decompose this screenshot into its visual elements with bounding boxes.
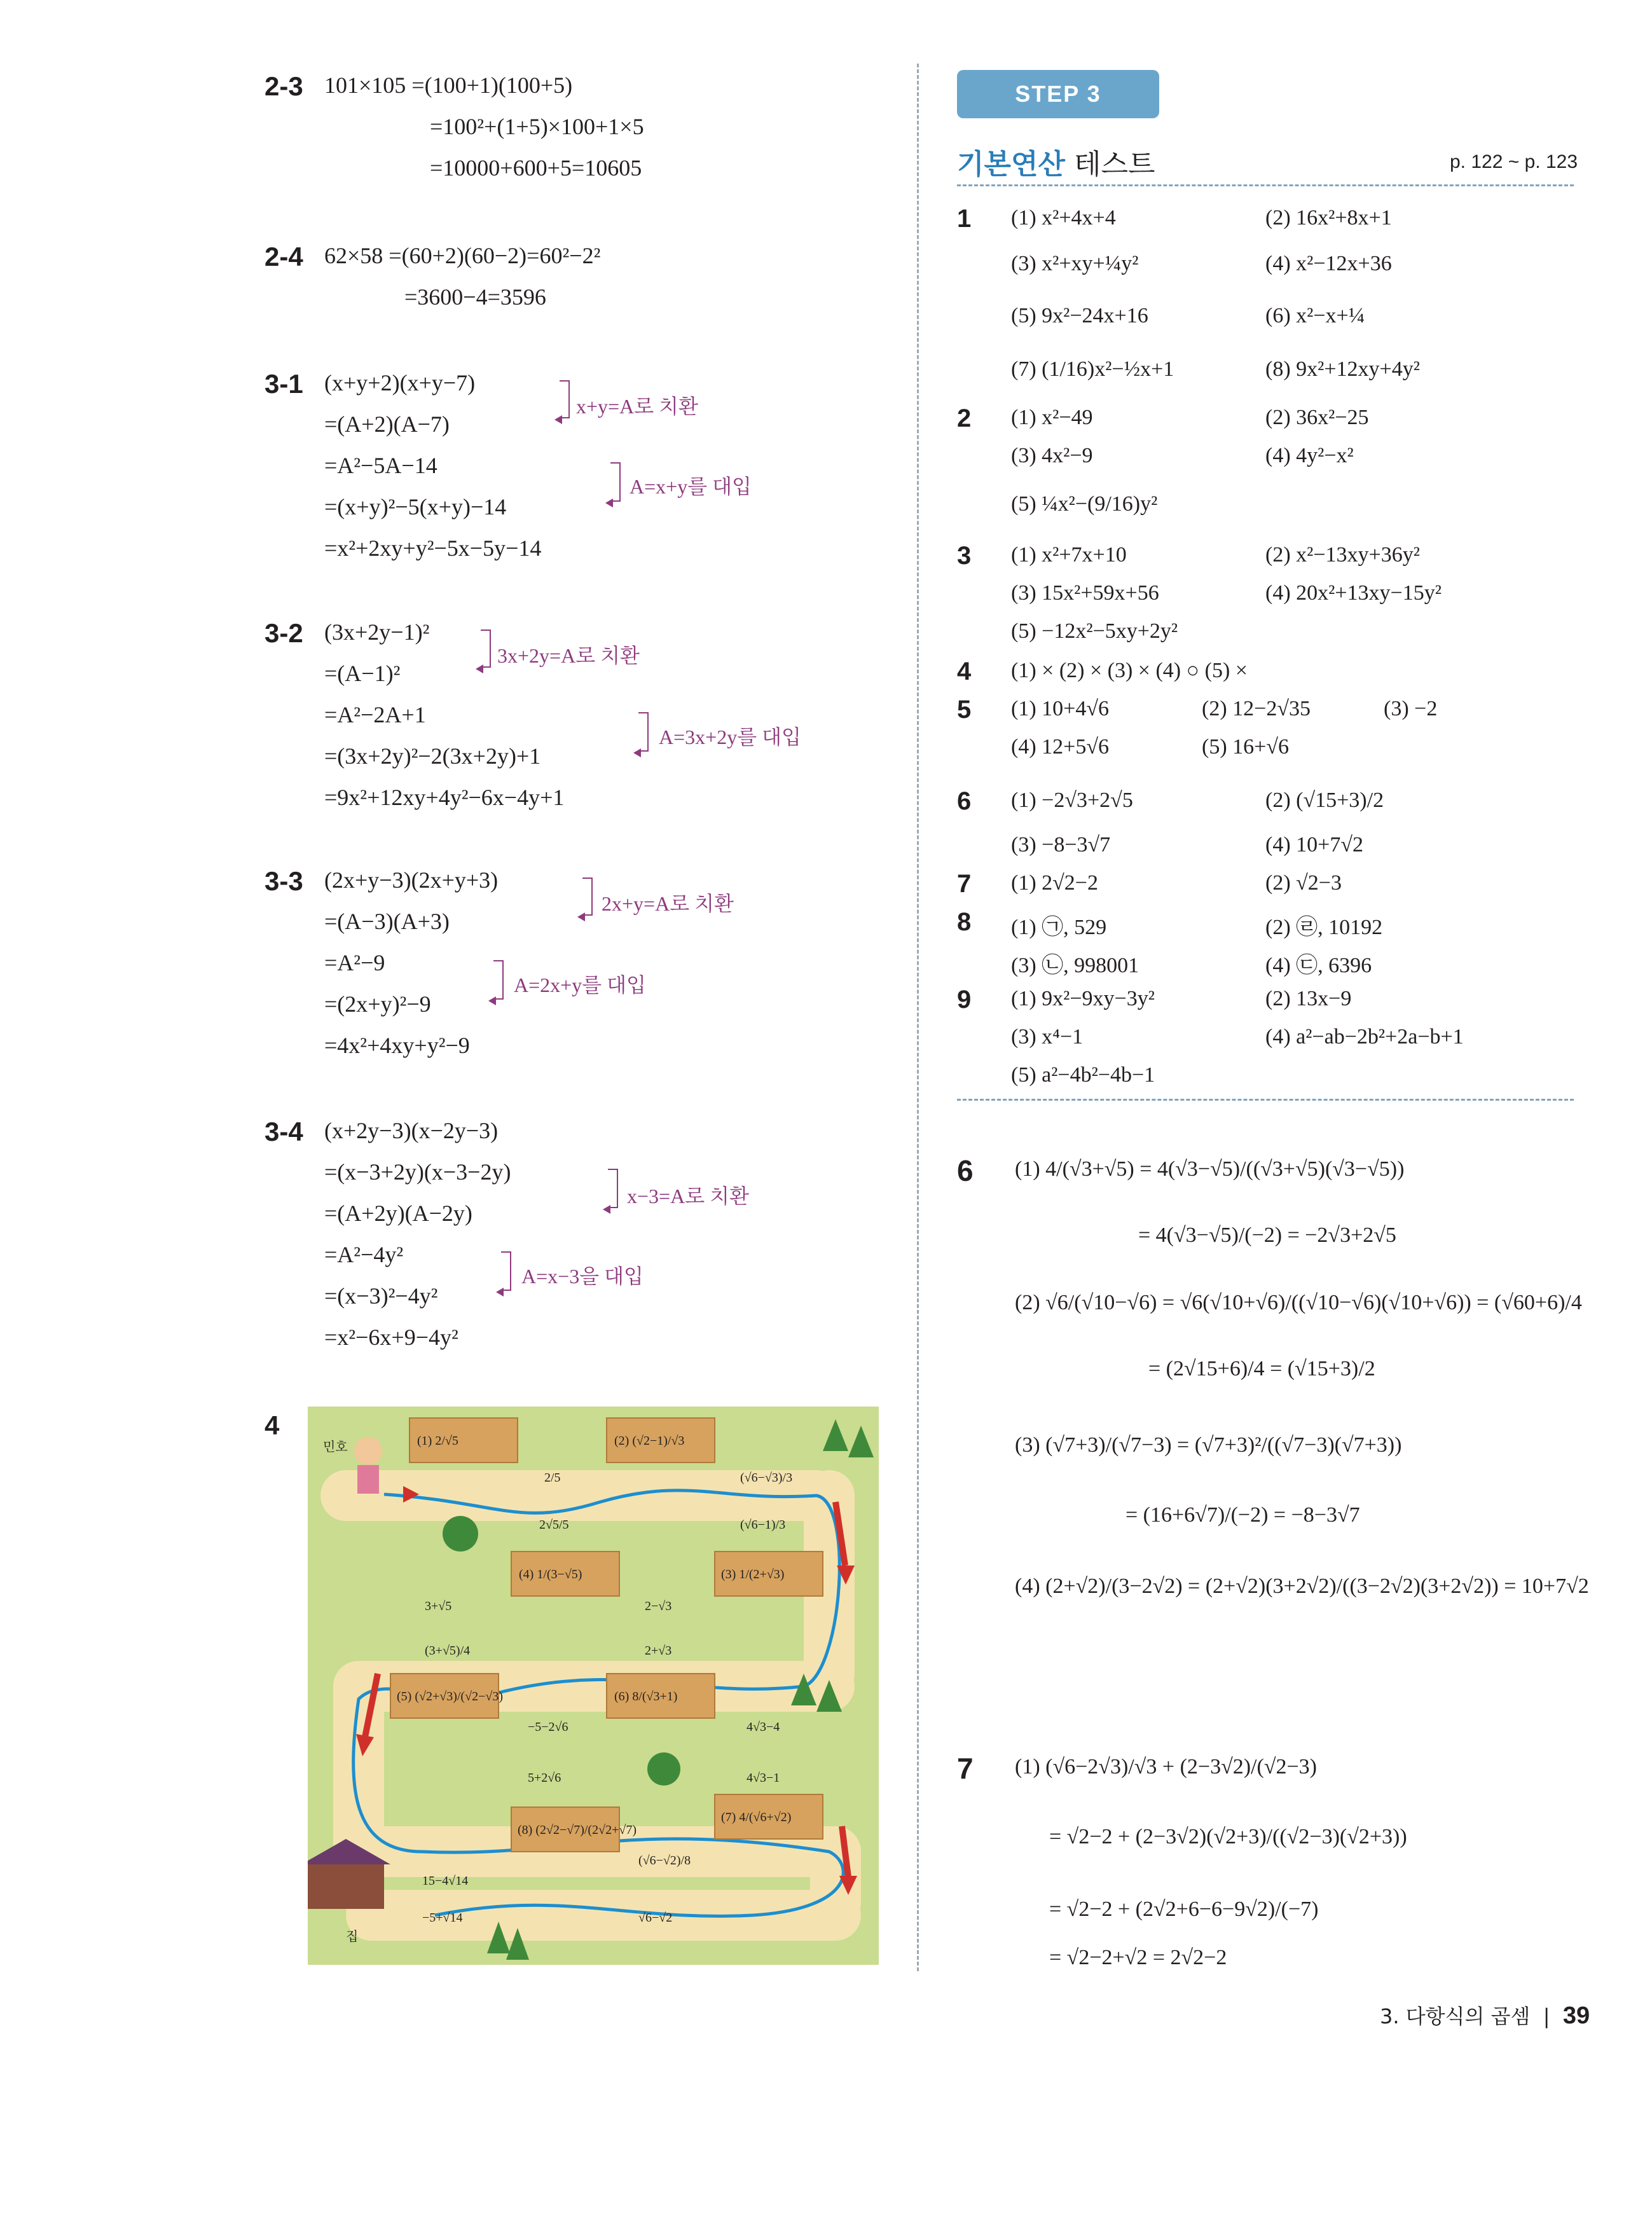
q5-item-4: (4) 12+5√6 <box>1011 735 1109 759</box>
q3-item-4: (4) 20x²+13xy−15y² <box>1265 581 1442 605</box>
q6-item-3: (3) −8−3√7 <box>1011 833 1111 857</box>
q2-item-1: (1) x²−49 <box>1011 406 1093 429</box>
solution-number-6: 6 <box>957 1154 974 1187</box>
map-sign-5: 3+√5 <box>425 1599 452 1613</box>
map-board-4: (4) 1/(3−√5) <box>519 1567 582 1581</box>
map-sign-7: 2−√3 <box>645 1599 672 1613</box>
sol7-line-4: = √2−2+√2 = 2√2−2 <box>1049 1946 1227 1969</box>
p33-arrow-2 <box>488 996 496 1005</box>
sol6-line-4: = (2√15+6)/4 = (√15+3)/2 <box>1148 1357 1375 1380</box>
p31-line-1: (x+y+2)(x+y−7) <box>324 370 476 396</box>
p23-line-1: 101×105 =(100+1)(100+5) <box>324 72 573 98</box>
sol7-line-2: = √2−2 + (2−3√2)(√2+3)/((√2−3)(√2+3)) <box>1049 1825 1407 1848</box>
map-sign-14: −5+√14 <box>422 1911 463 1925</box>
q5-item-5: (5) 16+√6 <box>1202 735 1289 759</box>
p31-note-2: A=x+y를 대입 <box>630 475 752 498</box>
p33-note-1: 2x+y=A로 치환 <box>602 892 734 915</box>
q5-item-3: (3) −2 <box>1384 697 1438 720</box>
p33-arrow-1 <box>577 912 585 921</box>
p32-note-1: 3x+2y=A로 치환 <box>497 644 640 667</box>
q8-item-1: (1) ㉠, 529 <box>1011 916 1107 939</box>
p33-line-4: =(2x+y)²−9 <box>324 991 431 1017</box>
sol6-line-5: (3) (√7+3)/(√7−3) = (√7+3)²/((√7−3)(√7+3)) <box>1015 1433 1402 1457</box>
p34-line-1: (x+2y−3)(x−2y−3) <box>324 1118 499 1143</box>
answer-number-1: 1 <box>957 205 972 233</box>
map-board-3: (3) 1/(2+√3) <box>721 1567 785 1581</box>
map-board-6: (6) 8/(√3+1) <box>614 1690 678 1703</box>
map-home-label: 집 <box>346 1929 359 1944</box>
answer-number-4: 4 <box>957 657 972 685</box>
q3-item-1: (1) x²+7x+10 <box>1011 543 1127 567</box>
q5-item-1: (1) 10+4√6 <box>1011 697 1109 720</box>
p34-arrow-1 <box>603 1205 610 1214</box>
map-board-7: (7) 4/(√6+√2) <box>721 1810 792 1824</box>
q1-item-4: (4) x²−12x+36 <box>1265 252 1392 275</box>
q1-item-8: (8) 9x²+12xy+4y² <box>1265 357 1420 381</box>
problem-label-3-2: 3-2 <box>265 618 303 648</box>
q8-item-3: (3) ㉡, 998001 <box>1011 954 1139 977</box>
q3-item-3: (3) 15x²+59x+56 <box>1011 581 1159 605</box>
p33-bracket-2 <box>493 960 504 1000</box>
p34-bracket-2 <box>501 1251 511 1291</box>
q1-item-6: (6) x²−x+¼ <box>1265 304 1365 327</box>
title-test: 테스트 <box>1065 148 1155 181</box>
q6-item-2: (2) (√15+3)/2 <box>1265 788 1384 812</box>
problem-label-3-3: 3-3 <box>265 866 303 896</box>
sol6-line-1: (1) 4/(√3+√5) = 4(√3−√5)/((√3+√5)(√3−√5)) <box>1015 1157 1405 1181</box>
title-underline <box>957 184 1574 186</box>
p31-line-5: =x²+2xy+y²−5x−5y−14 <box>324 535 542 561</box>
q5-item-2: (2) 12−2√35 <box>1202 697 1311 720</box>
q2-item-2: (2) 36x²−25 <box>1265 406 1369 429</box>
map-sign-2: 2√5/5 <box>539 1518 569 1532</box>
map-sign-16: √6−√2 <box>638 1911 673 1925</box>
section-title <box>957 141 1155 182</box>
sol6-line-6: = (16+6√7)/(−2) = −8−3√7 <box>1125 1503 1360 1527</box>
page-range: p. 122 ~ p. 123 <box>1450 151 1578 172</box>
map-sign-4: (√6−1)/3 <box>740 1518 786 1532</box>
problem-label-4: 4 <box>265 1410 280 1440</box>
solution-number-7: 7 <box>957 1752 974 1785</box>
p31-bracket-2 <box>610 462 621 502</box>
p34-note-1: x−3=A로 치환 <box>627 1185 749 1208</box>
q7-item-2: (2) √2−3 <box>1265 871 1342 895</box>
p34-note-2: A=x−3을 대입 <box>521 1265 644 1288</box>
q1-item-3: (3) x²+xy+¼y² <box>1011 252 1139 275</box>
q1-item-7: (7) (1/16)x²−½x+1 <box>1011 357 1174 381</box>
p32-bracket-2 <box>638 712 649 752</box>
q6-item-4: (4) 10+7√2 <box>1265 833 1363 857</box>
q6-item-1: (1) −2√3+2√5 <box>1011 788 1133 812</box>
p31-note-1: x+y=A로 치환 <box>576 395 698 418</box>
answer-number-9: 9 <box>957 986 972 1014</box>
p34-arrow-2 <box>496 1288 504 1297</box>
q8-item-4: (4) ㉢, 6396 <box>1265 954 1372 977</box>
q2-item-3: (3) 4x²−9 <box>1011 444 1093 467</box>
q7-item-1: (1) 2√2−2 <box>1011 871 1098 895</box>
map-sign-10: 5+2√6 <box>528 1771 561 1785</box>
maze-map-illustration <box>308 1407 879 1965</box>
problem-label-2-4: 2-4 <box>265 242 303 272</box>
q9-item-2: (2) 13x−9 <box>1265 987 1352 1010</box>
map-board-8: (8) (2√2−√7)/(2√2+√7) <box>518 1823 637 1837</box>
p33-line-3: =A²−9 <box>324 950 385 975</box>
p23-line-2: =100²+(1+5)×100+1×5 <box>430 114 644 139</box>
map-board-2: (2) (√2−1)/√3 <box>614 1434 685 1448</box>
map-sign-1: 2/5 <box>544 1471 561 1485</box>
p32-line-3: =A²−2A+1 <box>324 702 426 727</box>
q9-item-1: (1) 9x²−9xy−3y² <box>1011 987 1155 1010</box>
map-board-5: (5) (√2+√3)/(√2−√3) <box>397 1690 503 1703</box>
page-number: 39 <box>1562 2002 1590 2029</box>
p32-line-4: =(3x+2y)²−2(3x+2y)+1 <box>324 743 541 769</box>
sol6-line-7: (4) (2+√2)/(3−2√2) = (2+√2)(3+2√2)/((3−2√2)(3+2√2)) = 10+7√2 <box>1015 1574 1589 1598</box>
p32-bracket-1 <box>481 630 491 668</box>
p34-line-3: =(A+2y)(A−2y) <box>324 1201 472 1226</box>
map-sign-3: (√6−√3)/3 <box>740 1471 793 1485</box>
q1-item-1: (1) x²+4x+4 <box>1011 206 1116 230</box>
map-sign-15: (√6−√2)/8 <box>638 1854 691 1868</box>
q9-item-4: (4) a²−ab−2b²+2a−b+1 <box>1265 1025 1464 1049</box>
p31-arrow-1 <box>554 415 562 424</box>
map-sign-9: −5−2√6 <box>528 1720 568 1734</box>
p24-line-2: =3600−4=3596 <box>404 284 546 310</box>
p34-line-2: =(x−3+2y)(x−3−2y) <box>324 1159 511 1185</box>
p34-line-6: =x²−6x+9−4y² <box>324 1325 458 1350</box>
column-divider <box>917 64 919 1971</box>
q3-item-5: (5) −12x²−5xy+2y² <box>1011 619 1178 643</box>
answers-bottom-rule <box>957 1099 1574 1101</box>
p33-line-2: =(A−3)(A+3) <box>324 909 450 934</box>
p31-line-4: =(x+y)²−5(x+y)−14 <box>324 494 507 520</box>
sol7-line-3: = √2−2 + (2√2+6−6−9√2)/(−7) <box>1049 1897 1319 1921</box>
answer-number-6: 6 <box>957 787 972 815</box>
q2-item-5: (5) ¼x²−(9/16)y² <box>1011 492 1158 516</box>
p32-line-2: =(A−1)² <box>324 661 401 686</box>
p33-bracket-1 <box>582 878 593 916</box>
problem-label-3-4: 3-4 <box>265 1117 303 1146</box>
map-sign-11: 4√3−4 <box>747 1720 780 1734</box>
p31-arrow-2 <box>605 499 613 507</box>
q8-item-2: (2) ㉣, 10192 <box>1265 916 1383 939</box>
problem-label-3-1: 3-1 <box>265 369 303 399</box>
p32-note-2: A=3x+2y를 대입 <box>659 726 801 748</box>
map-sign-8: 2+√3 <box>645 1644 672 1658</box>
p31-line-3: =A²−5A−14 <box>324 453 437 478</box>
page-footer: 3. 다항식의 곱셈 | 39 <box>1380 2002 1590 2029</box>
p32-line-5: =9x²+12xy+4y²−6x−4y+1 <box>324 785 565 810</box>
q1-item-2: (2) 16x²+8x+1 <box>1265 206 1392 230</box>
answer-number-8: 8 <box>957 908 972 936</box>
title-basic-operation: 기본연산 <box>957 148 1066 181</box>
p23-line-3: =10000+600+5=10605 <box>430 155 642 181</box>
answer-number-2: 2 <box>957 404 972 432</box>
p33-note-2: A=2x+y를 대입 <box>514 974 646 996</box>
answer-number-7: 7 <box>957 870 972 898</box>
q9-item-3: (3) x⁴−1 <box>1011 1025 1084 1049</box>
sol7-line-1: (1) (√6−2√3)/√3 + (2−3√2)/(√2−3) <box>1015 1755 1317 1779</box>
p33-line-5: =4x²+4xy+y²−9 <box>324 1033 470 1058</box>
map-minho-label: 민호 <box>323 1439 348 1454</box>
sol6-line-3: (2) √6/(√10−√6) = √6(√10+√6)/((√10−√6)(√10+√6)) = (√60+6)/4 <box>1015 1291 1582 1314</box>
map-sign-12: 4√3−1 <box>747 1771 780 1785</box>
p32-arrow-1 <box>476 664 483 673</box>
map-sign-6: (3+√5)/4 <box>425 1644 471 1658</box>
answer-number-3: 3 <box>957 542 972 570</box>
p34-bracket-1 <box>608 1169 618 1208</box>
p31-bracket-1 <box>560 380 570 418</box>
map-board-1: (1) 2/√5 <box>417 1434 458 1448</box>
p34-line-5: =(x−3)²−4y² <box>324 1283 438 1309</box>
problem-label-2-3: 2-3 <box>265 71 303 101</box>
map-sign-13: 15−4√14 <box>422 1874 469 1888</box>
q3-item-2: (2) x²−13xy+36y² <box>1265 543 1420 567</box>
step-badge: STEP 3 <box>957 70 1159 118</box>
p24-line-1: 62×58 =(60+2)(60−2)=60²−2² <box>324 243 601 268</box>
answer-number-5: 5 <box>957 696 972 724</box>
q4-items: (1) × (2) × (3) × (4) ○ (5) × <box>1011 659 1248 682</box>
q9-item-5: (5) a²−4b²−4b−1 <box>1011 1063 1155 1087</box>
p34-line-4: =A²−4y² <box>324 1242 404 1267</box>
p32-arrow-2 <box>633 748 641 757</box>
footer-chapter: 3. 다항식의 곱셈 <box>1380 2004 1531 2028</box>
q2-item-4: (4) 4y²−x² <box>1265 444 1354 467</box>
p32-line-1: (3x+2y−1)² <box>324 619 430 645</box>
p33-line-1: (2x+y−3)(2x+y+3) <box>324 867 499 893</box>
sol6-line-2: = 4(√3−√5)/(−2) = −2√3+2√5 <box>1138 1223 1396 1247</box>
maze-map-svg <box>308 1407 879 1965</box>
p31-line-2: =(A+2)(A−7) <box>324 411 450 437</box>
q1-item-5: (5) 9x²−24x+16 <box>1011 304 1148 327</box>
